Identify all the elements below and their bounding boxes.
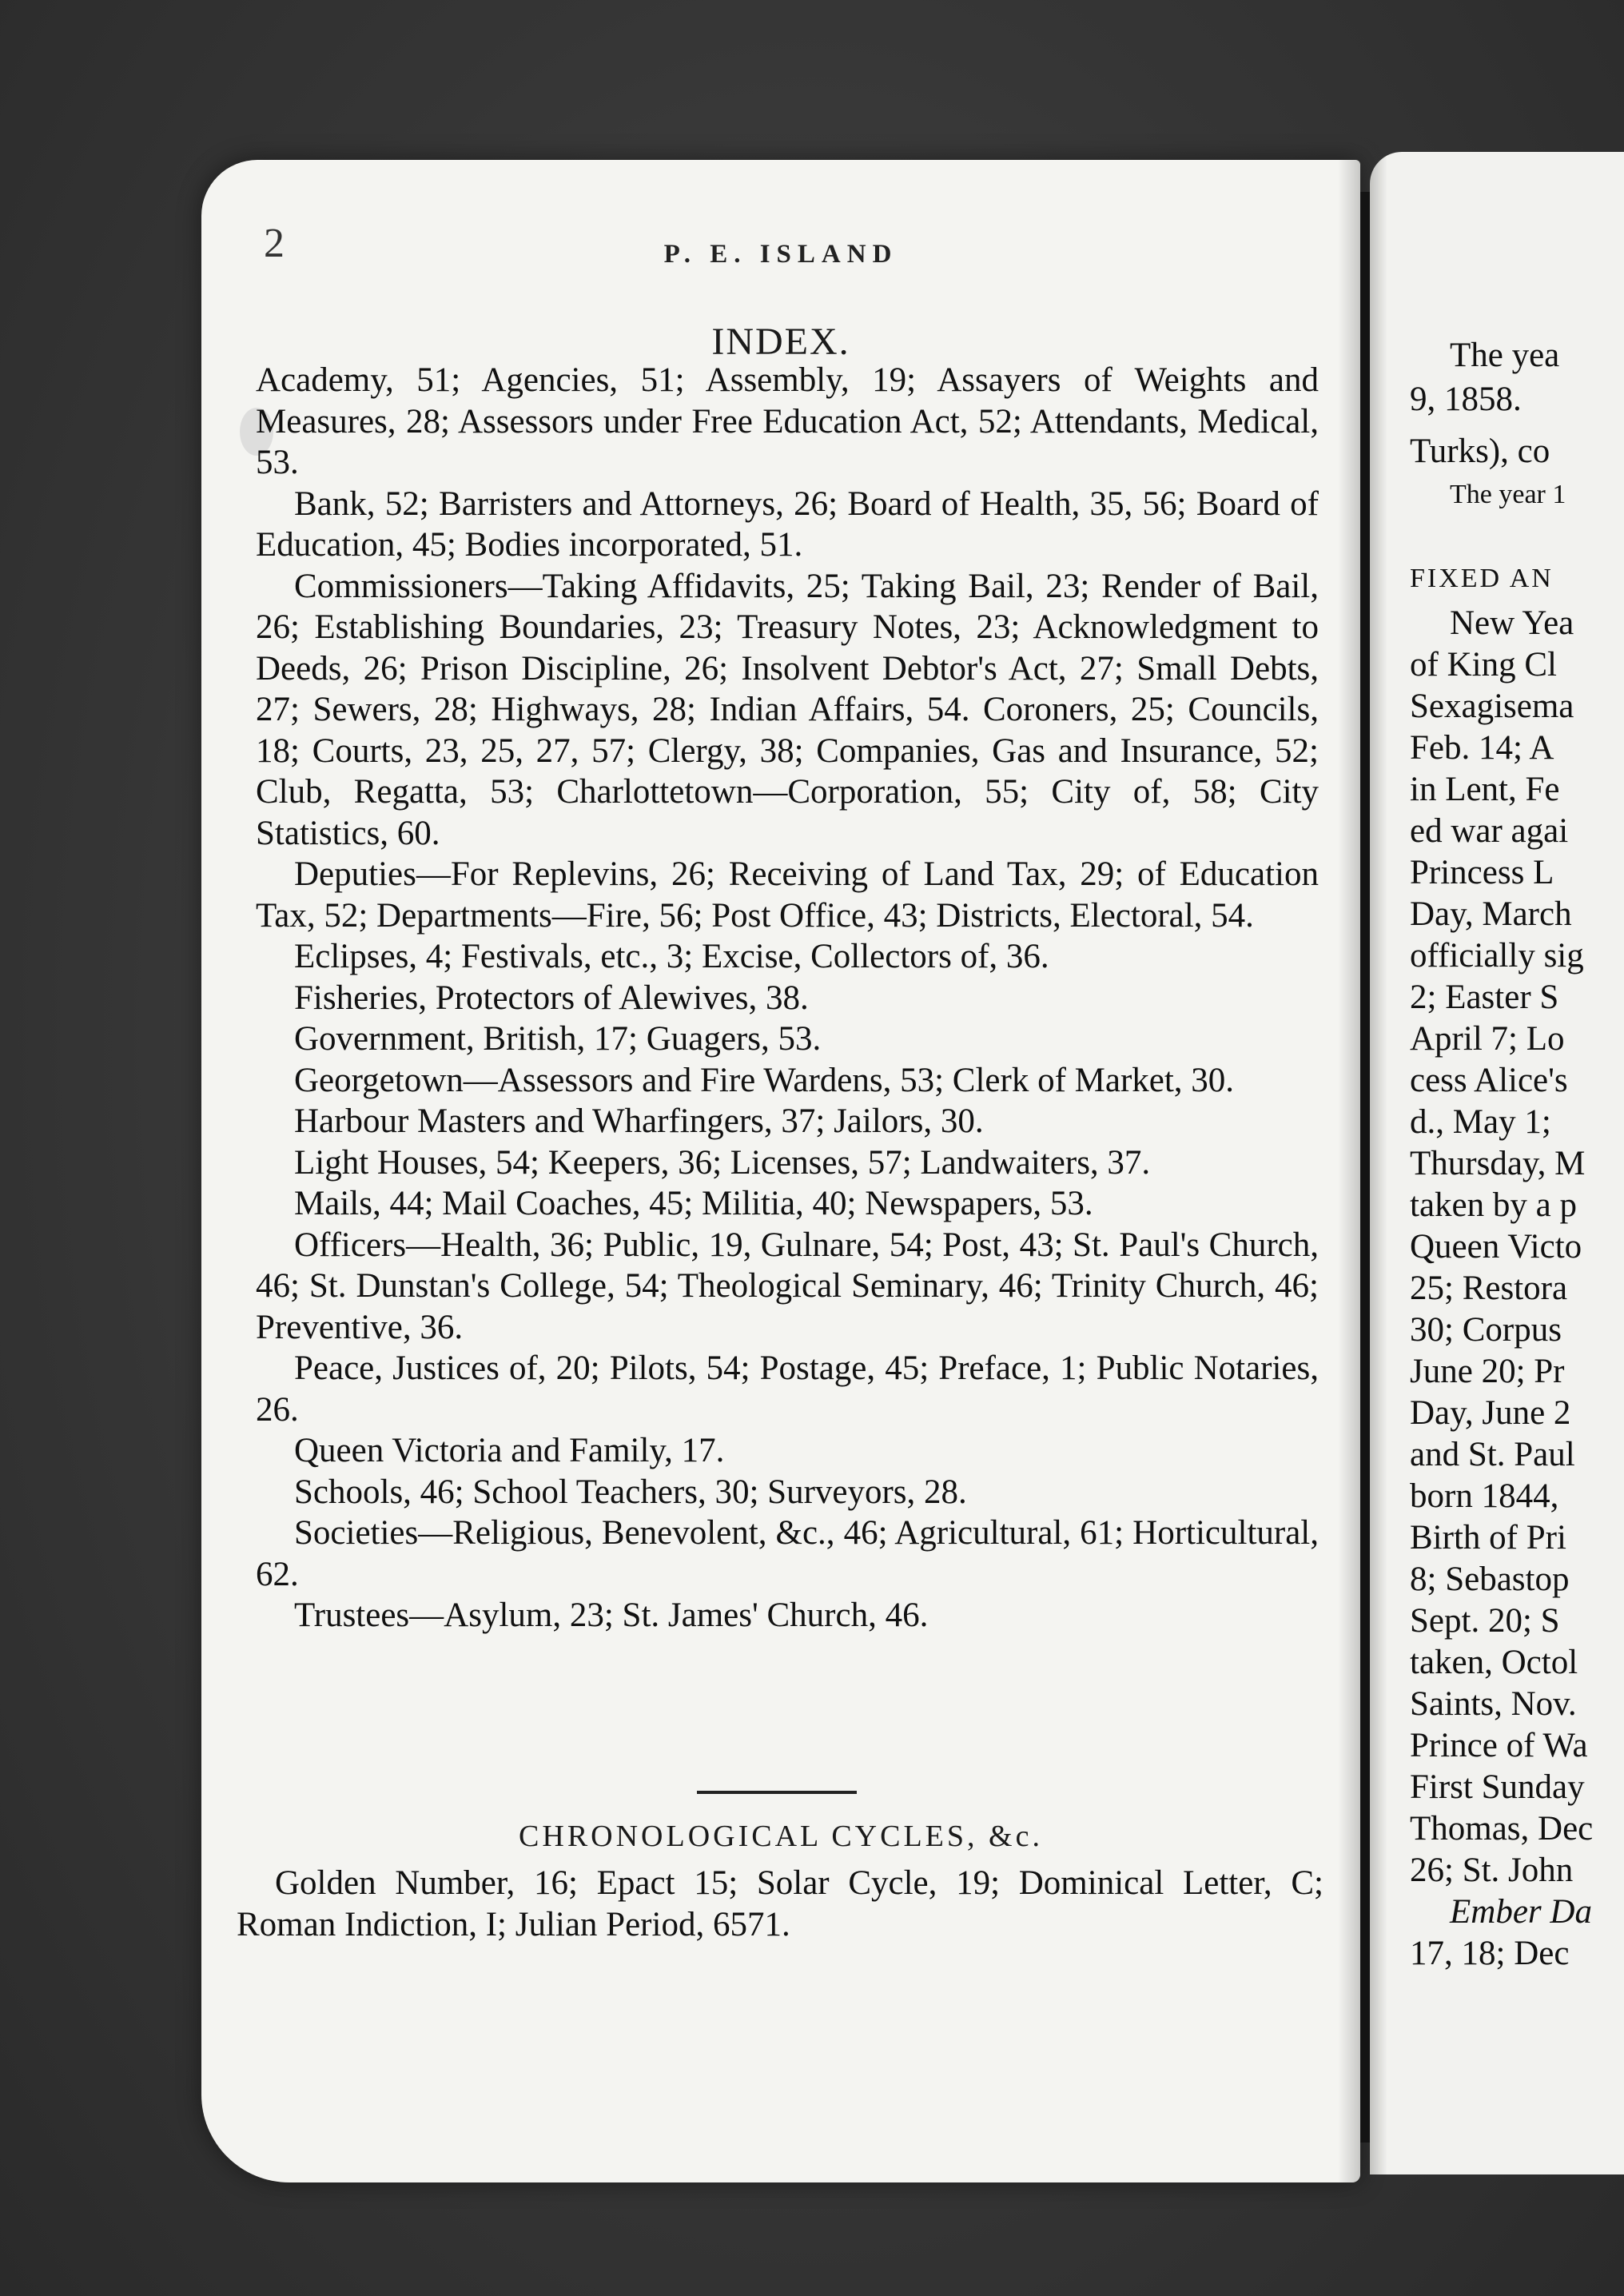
right-line: Sept. 20; S [1410,1602,1560,1640]
chronological-heading: CHRONOLOGICAL CYCLES, &c. [519,1820,1043,1853]
right-line: 8; Sebastop [1410,1561,1570,1598]
index-entry-h: Harbour Masters and Wharfingers, 37; Jailors, 30. [294,1102,984,1140]
right-line: The yea [1450,337,1560,374]
running-head: P. E. ISLAND [663,240,898,269]
right-line: cess Alice's [1410,1062,1568,1099]
right-line: 2; Easter S [1410,979,1559,1016]
right-line: Day, March [1410,895,1572,933]
index-entry-e: Eclipses, 4; Festivals, etc., 3; Excise, Collectors of, 36. [294,938,1049,975]
index-entry-s2: Societies—Religious, Benevolent, &c., 46; Agricultural, 61; Horticultural, 62. [256,1514,1319,1593]
index-entry-p: Peace, Justices of, 20; Pilots, 54; Postage, 45; Preface, 1; Public Notaries, 26. [256,1349,1319,1429]
index-entry-t: Trustees—Asylum, 23; St. James' Church, 46. [294,1596,929,1634]
right-line: taken by a p [1410,1186,1577,1224]
right-line: 9, 1858. [1410,381,1522,418]
right-line: New Yea [1450,604,1574,642]
right-line: Prince of Wa [1410,1727,1588,1764]
index-entry-s1: Schools, 46; School Teachers, 30; Surveyors, 28. [294,1473,967,1511]
right-line: Feb. 14; A [1410,729,1554,767]
index-entry-g1: Government, British, 17; Guagers, 53. [294,1020,822,1058]
index-entry-c: Commissioners—Taking Affidavits, 25; Taking Bail, 23; Render of Bail, 26; Establishing Boundaries, 23; Treasury Notes, 23; Acknowledgment to Deeds, 26; Prison Discipline, 26; Insolvent Debtor's Act, 27; Small Debts, 27; Sewers, 28; Highways, 28; Indian Affairs, 54. Coroners, 25; Councils, 18; Courts, 23, 25, 27, 57; Clergy, 38; Companies, Gas and Insurance, 52; Club, Regatta, 53; Charlottetown—Corporation, 55; City of, 58; City Statistics, 60. [256,567,1319,852]
chronological-body [237,1863,1323,1945]
right-line: and St. Paul [1410,1436,1575,1473]
right-line: Queen Victo [1410,1228,1582,1266]
right-line: 17, 18; Dec [1410,1935,1570,1972]
index-body [256,360,1319,1636]
right-line: Thomas, Dec [1410,1810,1594,1848]
index-entry-q: Queen Victoria and Family, 17. [294,1432,725,1469]
index-entry-m: Mails, 44; Mail Coaches, 45; Militia, 40; Newspapers, 53. [294,1185,1093,1222]
right-line: ed war agai [1410,812,1569,850]
book-gutter [1360,192,1370,2143]
right-page [1370,152,1624,2174]
index-entry-f: Fisheries, Protectors of Alewives, 38. [294,979,809,1017]
right-line: Day, June 2 [1410,1394,1571,1432]
chronological-text: Golden Number, 16; Epact 15; Solar Cycle, 19; Dominical Letter, C; Roman Indiction, I; Julian Period, 6571. [237,1864,1323,1943]
right-line: of King Cl [1410,646,1557,684]
index-entry-b: Bank, 52; Barristers and Attorneys, 26; Board of Health, 35, 56; Board of Education, 45; Bodies incorporated, 51. [256,484,1319,564]
right-line: taken, Octol [1410,1644,1578,1681]
right-line: Ember Da [1450,1893,1592,1931]
right-line: Birth of Pri [1410,1519,1566,1557]
right-line: Princess L [1410,854,1554,891]
right-line: d., May 1; [1410,1103,1551,1141]
right-line: Saints, Nov. [1410,1685,1577,1723]
index-title: INDEX. [711,321,850,363]
right-line: The year 1 [1450,480,1566,509]
index-entry-a: Academy, 51; Agencies, 51; Assembly, 19; Assayers of Weights and Measures, 28; Assessors under Free Education Act, 52; Attendants, Medical, 53. [256,361,1319,481]
right-line: 30; Corpus [1410,1311,1562,1349]
right-line: First Sunday [1410,1768,1585,1806]
right-line: 26; St. John [1410,1852,1574,1889]
right-line: in Lent, Fe [1410,771,1560,808]
index-entry-g2: Georgetown—Assessors and Fire Wardens, 53; Clerk of Market, 30. [294,1061,1235,1099]
right-line: June 20; Pr [1410,1353,1565,1390]
page-number: 2 [264,221,285,266]
section-divider [697,1791,857,1794]
right-line: Sexagisema [1410,688,1574,725]
index-entry-o: Officers—Health, 36; Public, 19, Gulnare, 54; Post, 43; St. Paul's Church, 46; St. Dunstan's College, 54; Theological Seminary, 46; Trinity Church, 46; Preventive, 36. [256,1226,1319,1346]
right-line: officially sig [1410,937,1584,975]
right-line: Turks), co [1410,432,1550,470]
left-page [201,160,1360,2182]
right-line: FIXED AN [1410,564,1554,593]
right-line: Thursday, M [1410,1145,1586,1182]
index-entry-d: Deputies—For Replevins, 26; Receiving of Land Tax, 29; of Education Tax, 52; Departments—Fire, 56; Post Office, 43; Districts, Electoral, 54. [256,855,1319,935]
right-line: April 7; Lo [1410,1020,1565,1058]
right-line: 25; Restora [1410,1270,1568,1307]
right-line: born 1844, [1410,1477,1559,1515]
index-entry-l: Light Houses, 54; Keepers, 36; Licenses, 57; Landwaiters, 37. [294,1143,1151,1182]
